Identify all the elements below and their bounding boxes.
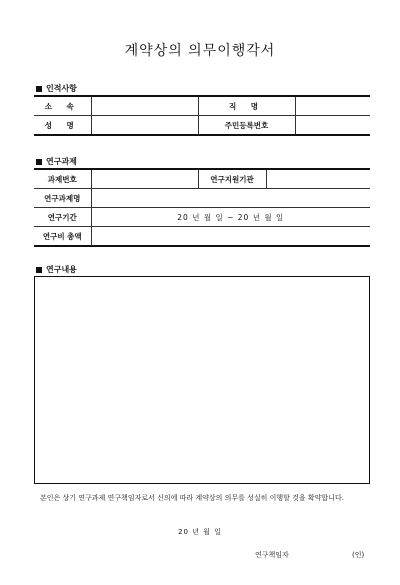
project-name-field[interactable]	[91, 189, 370, 208]
position-field[interactable]	[295, 96, 370, 116]
name-field[interactable]	[91, 116, 198, 136]
seal-mark: (인)	[352, 551, 365, 559]
support-org-field[interactable]	[266, 169, 370, 189]
affiliation-field[interactable]	[91, 96, 198, 116]
form-title: 계약상의 의무이행각서	[124, 43, 276, 59]
period-label: 연구기간	[34, 208, 91, 227]
table-row	[34, 116, 370, 136]
project-no-field[interactable]	[91, 169, 198, 189]
square-bullet-icon	[36, 159, 42, 165]
personal-info-table	[34, 95, 370, 136]
position-label: 직 명	[198, 96, 295, 116]
table-row	[34, 96, 370, 116]
section-project-label: 연구과제	[46, 157, 77, 166]
support-org-label: 연구지원기관	[198, 169, 266, 189]
section-personal-heading	[36, 83, 77, 94]
project-name-label: 연구과제명	[34, 189, 91, 208]
resident-id-label: 주민등록번호	[198, 116, 295, 136]
signer-label: 연구책임자	[255, 551, 289, 559]
pledge-statement: 본인은 상기 연구과제 연구책임자로서 신의에 따라 계약상의 의무를 성실히 이행할 것을 확약합니다.	[40, 494, 344, 502]
section-content-heading	[36, 264, 77, 275]
section-content-label: 연구내용	[46, 265, 77, 274]
budget-field[interactable]	[91, 227, 370, 247]
table-row	[34, 227, 370, 247]
project-no-label: 과제번호	[34, 169, 91, 189]
budget-label: 연구비 총액	[34, 227, 91, 247]
section-project-heading	[36, 156, 77, 167]
period-field[interactable]: 20 년 월 일 ~ 20 년 월 일	[91, 208, 370, 227]
table-row	[34, 169, 370, 189]
research-content-box[interactable]	[34, 276, 370, 484]
resident-id-field[interactable]	[295, 116, 370, 136]
project-info-table	[34, 168, 370, 247]
affiliation-label: 소 속	[34, 96, 91, 116]
name-label: 성 명	[34, 116, 91, 136]
date-line: 20 년 월 일	[178, 528, 222, 536]
square-bullet-icon	[36, 86, 42, 92]
square-bullet-icon	[36, 267, 42, 273]
table-row	[34, 208, 370, 227]
section-personal-label: 인적사항	[46, 84, 77, 93]
table-row	[34, 189, 370, 208]
